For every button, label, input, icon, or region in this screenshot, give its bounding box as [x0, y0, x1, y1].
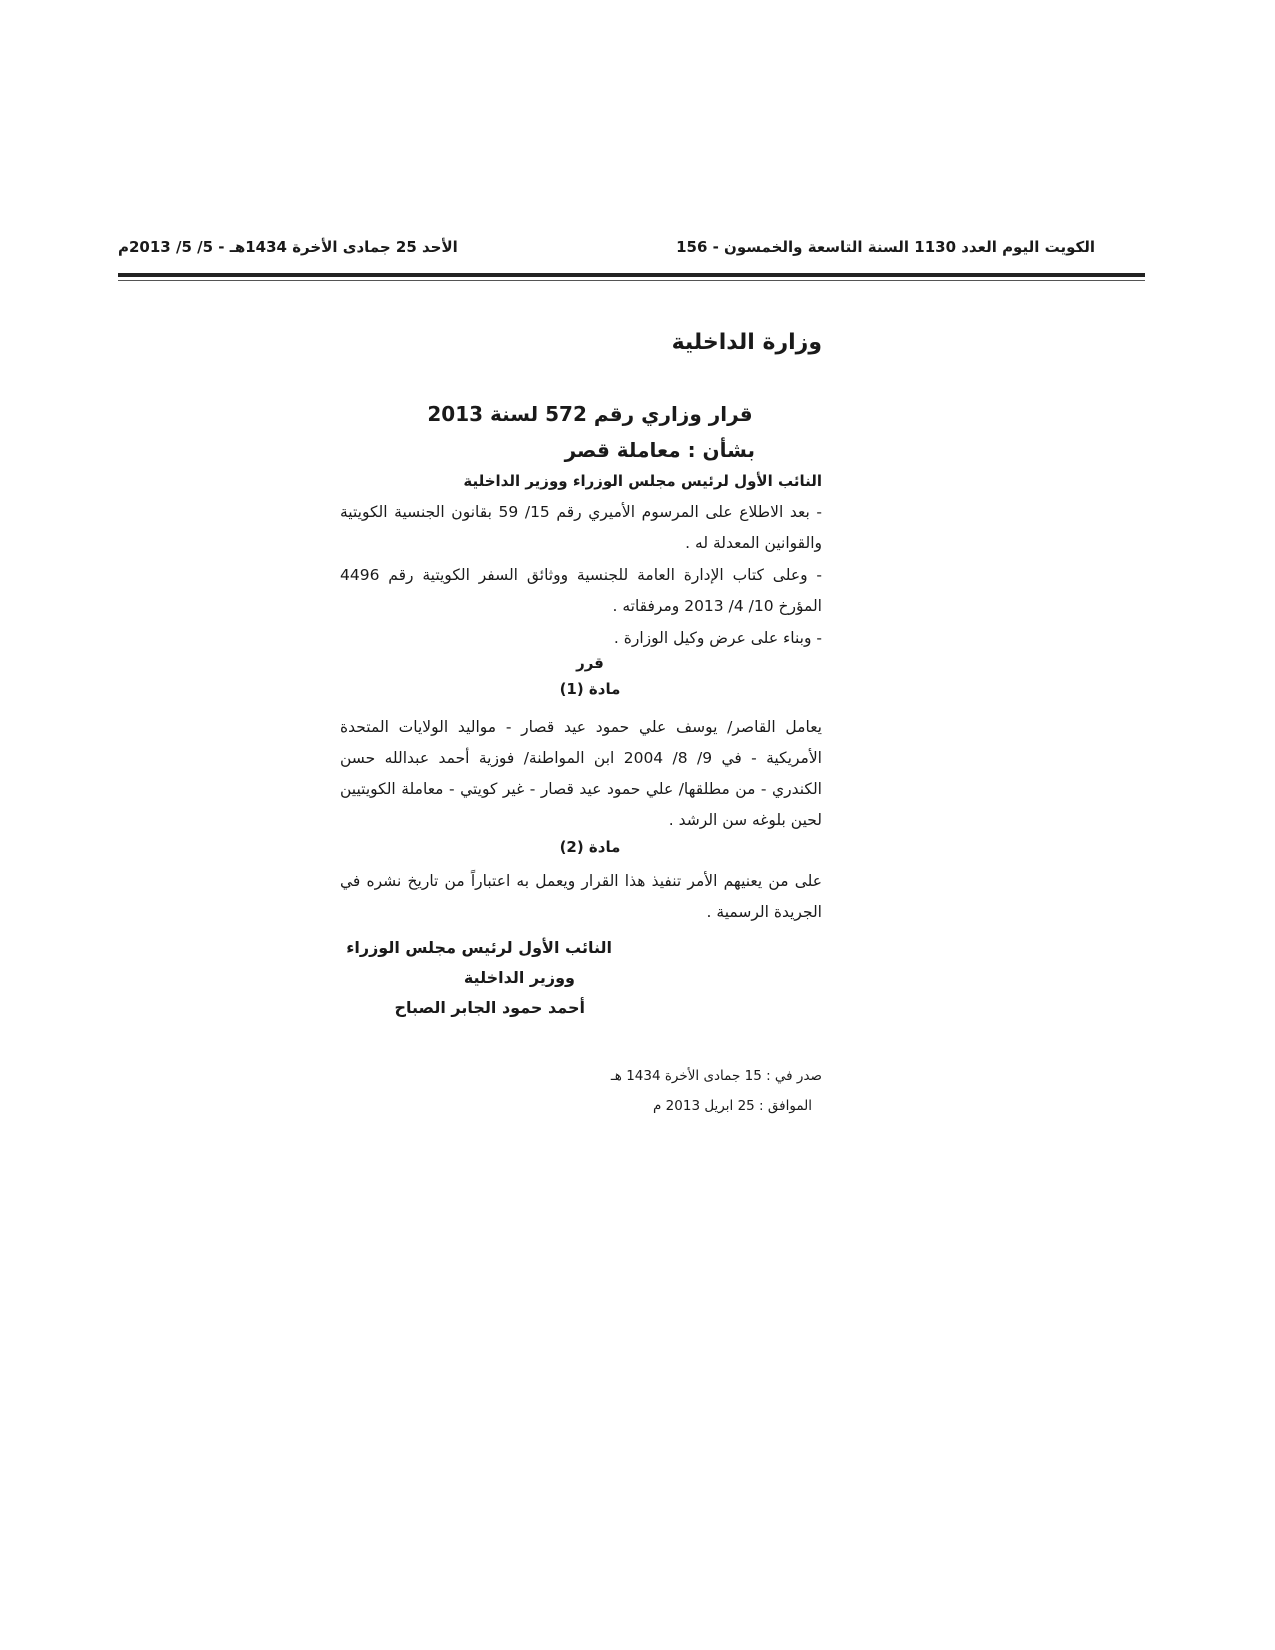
decree-title: قرار وزاري رقم 572 لسنة 2013	[427, 402, 753, 426]
decree-subject: بشأن : معاملة قصر	[564, 438, 755, 462]
article-1-heading: مادة (1)	[559, 680, 621, 698]
decided-heading: قرر	[576, 654, 604, 672]
ministry-name: وزارة الداخلية	[671, 330, 822, 355]
gazette-issue-header: الكويت اليوم العدد 1130 السنة التاسعة والخمسون - 156	[676, 238, 1095, 256]
issue-date-hijri: صدر في : 15 جمادى الأخرة 1434 هـ	[610, 1068, 822, 1084]
article-1-text: يعامل القاصر/ يوسف علي حمود عيد قصار - مواليد الولايات المتحدة الأمريكية - في 9/ 8/ 2004 ابن المواطنة/ فوزية أحمد عبدالله حسن الكندري - من مطلقها/ علي حمود عيد قصار - غير كويتي - معاملة الكويتيين لحين بلوغه سن الرشد .	[340, 718, 822, 829]
article-2-heading: مادة (2)	[559, 838, 621, 856]
preamble-paragraph: - بعد الاطلاع على المرسوم الأميري رقم 15/ 59 بقانون الجنسية الكويتية والقوانين المعدلة له .	[340, 503, 822, 552]
gazette-date-header: الأحد 25 جمادى الأخرة 1434هـ - 5/ 5/ 2013م	[118, 238, 458, 256]
signature-title-2: ووزير الداخلية	[463, 968, 575, 987]
signature-title: النائب الأول لرئيس مجلس الوزراء	[346, 938, 612, 957]
header-rule-thin	[118, 280, 1145, 281]
article-2-text: على من يعنيهم الأمر تنفيذ هذا القرار ويعمل به اعتباراً من تاريخ نشره في الجريدة الرسمية .	[340, 872, 822, 921]
signatory-name: أحمد حمود الجابر الصباح	[394, 998, 585, 1017]
issue-date-gregorian: الموافق : 25 ابريل 2013 م	[653, 1098, 812, 1114]
preamble-paragraph: - وبناء على عرض وكيل الوزارة .	[613, 629, 822, 647]
decree-issuer: النائب الأول لرئيس مجلس الوزراء ووزير الداخلية	[463, 472, 822, 490]
header-rule	[118, 273, 1145, 277]
preamble-paragraph: - وعلى كتاب الإدارة العامة للجنسية ووثائق السفر الكويتية رقم 4496 المؤرخ 10/ 4/ 2013 ومرفقاته .	[340, 566, 822, 615]
